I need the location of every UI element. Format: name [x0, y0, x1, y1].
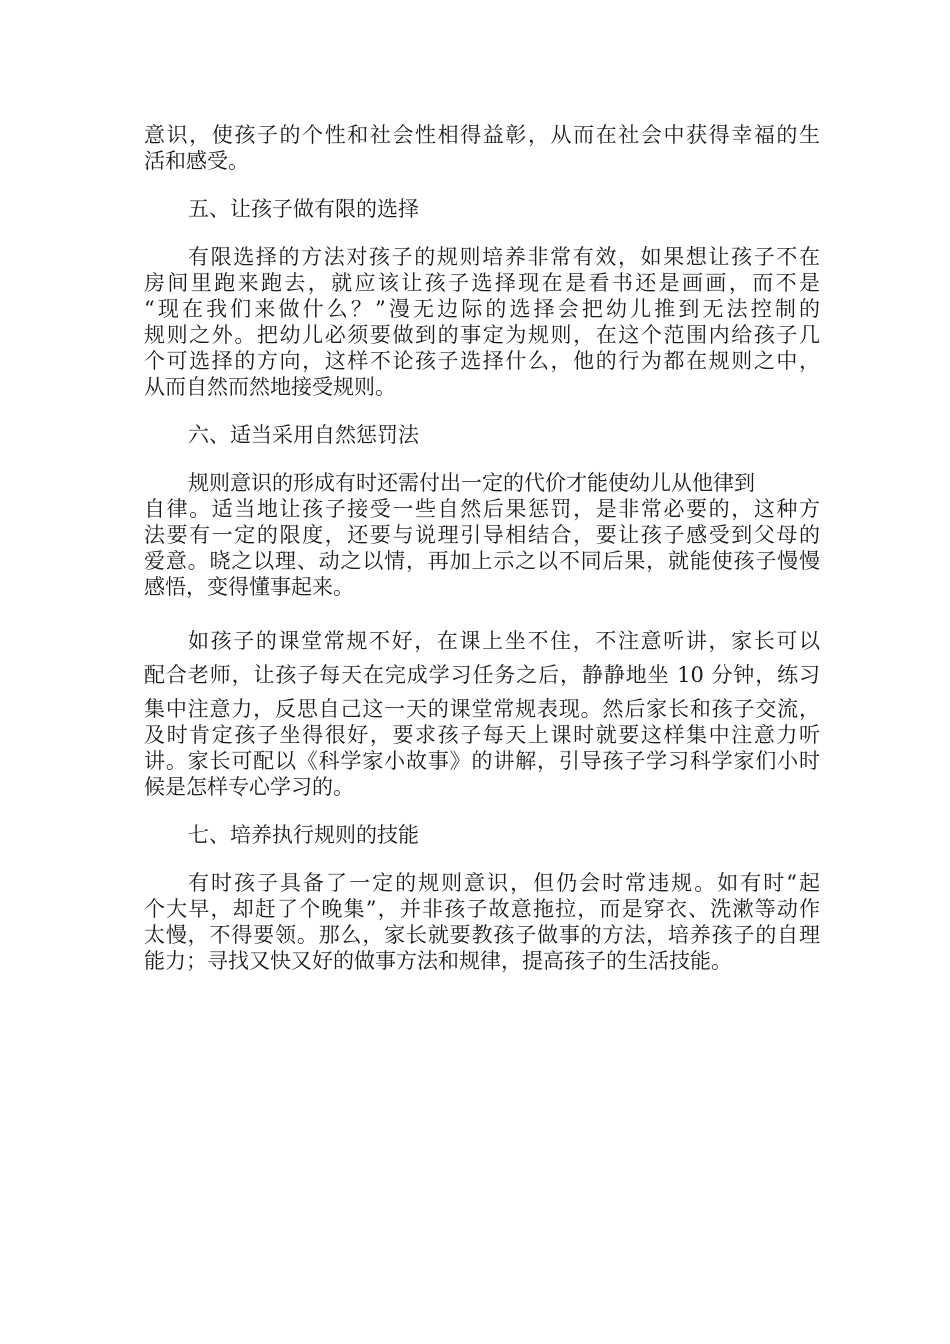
text-line: 有时孩子具备了一定的规则意识，但仍会时常违规。如有时“起: [188, 871, 820, 895]
section-heading-5: 五、让孩子做有限的选择: [188, 197, 419, 221]
text-line: 规则之外。把幼儿必须要做到的事定为规则，在这个范围内给孩子几: [144, 323, 820, 347]
text-line: 自律。适当地让孩子接受一些自然后果惩罚，是非常必要的，这种方: [144, 497, 820, 521]
text-line: 候是怎样专心学习的。: [144, 775, 354, 799]
text-line: 太慢，不得要领。那么，家长就要教孩子做事的方法，培养孩子的自理: [144, 923, 820, 947]
text-line: 集中注意力，反思自己这一天的课堂常规表现。然后家长和孩子交流，: [144, 697, 820, 721]
text-line: 法要有一定的限度，还要与说理引导相结合，要让孩子感受到父母的: [144, 523, 820, 547]
document-body: [144, 122, 820, 974]
text-line: 配合老师，让孩子每天在完成学习任务之后，静静地坐 10 分钟，练习: [144, 663, 820, 687]
text-line: 爱意。晓之以理、动之以情，再加上示之以不同后果，就能使孩子慢慢: [144, 549, 820, 573]
text-line: 能力；寻找又快又好的做事方法和规律，提高孩子的生活技能。: [144, 949, 732, 973]
text-line: 从而自然而然地接受规则。: [144, 375, 396, 399]
section-7-paragraph: [144, 870, 820, 974]
text-line: 及时肯定孩子坐得很好，要求孩子每天上课时就要这样集中注意力听: [144, 723, 820, 747]
text-line: 个大早，却赶了个晚集”，并非孩子故意拖拉，而是穿衣、洗漱等动作: [144, 897, 820, 921]
section-5-paragraph: [144, 244, 820, 400]
text-line: 讲。家长可配以《科学家小故事》的讲解，引导孩子学习科学家们小时: [144, 749, 820, 773]
intro-paragraph: [144, 122, 820, 174]
text-line: 有限选择的方法对孩子的规则培养非常有效，如果想让孩子不在: [188, 245, 820, 269]
text-line: 意识，使孩子的个性和社会性相得益彰，从而在社会中获得幸福的生: [144, 123, 820, 147]
section-6-paragraph-1: [144, 470, 820, 600]
text-line: 如孩子的课堂常规不好，在课上坐不住，不注意听讲，家长可以: [188, 629, 820, 653]
section-heading-7: 七、培养执行规则的技能: [188, 823, 419, 847]
text-line: 感悟，变得懂事起来。: [144, 575, 354, 599]
text-line: 个可选择的方向，这样不论孩子选择什么，他的行为都在规则之中，: [144, 349, 820, 373]
section-heading-6: 六、适当采用自然惩罚法: [188, 423, 419, 447]
section-6-paragraph-2: [144, 628, 820, 800]
text-line: 规则意识的形成有时还需付出一定的代价才能使幼儿从他律到: [188, 471, 755, 495]
text-line: 活和感受。: [144, 149, 249, 173]
text-line: 房间里跑来跑去，就应该让孩子选择现在是看书还是画画，而不是: [144, 271, 820, 295]
text-line: “现在我们来做什么？”漫无边际的选择会把幼儿推到无法控制的: [144, 297, 820, 321]
